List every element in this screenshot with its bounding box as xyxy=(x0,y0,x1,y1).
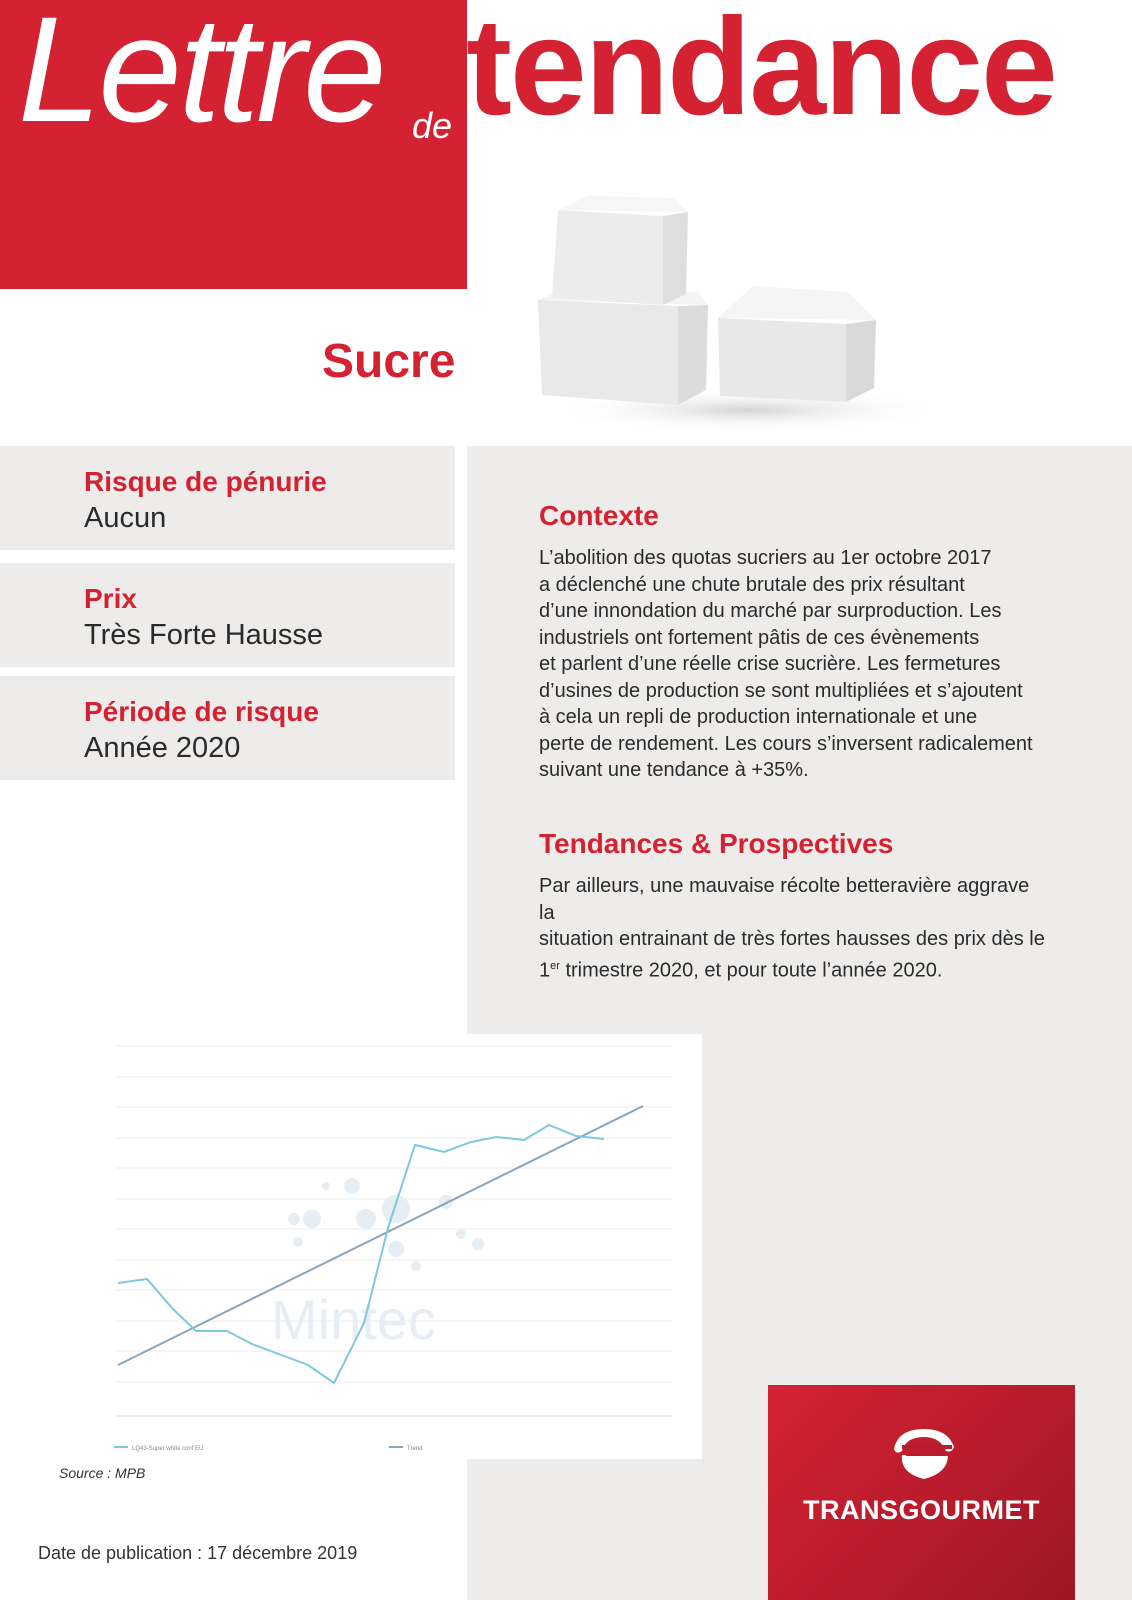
context-line: L’abolition des quotas sucriers au 1er octobre 2017 xyxy=(539,547,992,569)
context-line: industriels ont fortement pâtis de ces évènements xyxy=(539,626,980,649)
title-de: de xyxy=(412,105,453,146)
context-line: suivant une tendance à +35%. xyxy=(539,759,809,781)
trends-line3-pre: 1 xyxy=(539,959,551,982)
chart-legend-series: LQ43-Super white conf EU xyxy=(132,1446,204,1452)
chart-legend-trend: Trend xyxy=(407,1446,423,1452)
title-tendance: tendance xyxy=(466,0,1056,144)
context-line: perte de rendement. Les cours s’inversent radicalement xyxy=(539,732,1033,755)
info-box-risk-period xyxy=(0,676,455,780)
context-title: Contexte xyxy=(539,500,659,531)
context-line: d’une innondation du marché par surproduction. Les xyxy=(539,600,1002,622)
trends-line3-sup: er xyxy=(550,959,560,972)
trends-line3-post: trimestre 2020, et pour toute l’année 2020. xyxy=(559,959,943,982)
price-chart-svg xyxy=(66,1034,702,1459)
logo-text: TRANSGOURMET xyxy=(803,1495,1040,1525)
context-line: à cela un repli de production internationale et une xyxy=(539,706,978,728)
trends-line: situation entrainant de très fortes hausses des prix dès le xyxy=(539,928,1045,950)
context-line: a déclenché une chute brutale des prix résultant xyxy=(539,573,965,596)
price-chart xyxy=(66,1034,702,1459)
shortage-value: Aucun xyxy=(84,502,167,534)
trends-line: Par ailleurs, une mauvaise récolte betteravière aggrave la xyxy=(539,875,1030,924)
chart-watermark: Mintec xyxy=(271,1288,436,1351)
cloche-icon xyxy=(888,1425,960,1485)
publication-date: Date de publication : 17 décembre 2019 xyxy=(38,1543,358,1563)
transgourmet-logo xyxy=(768,1385,1075,1600)
context-text xyxy=(539,545,1049,784)
trends-line xyxy=(539,953,1049,984)
price-value: Très Forte Hausse xyxy=(84,619,324,651)
context-line: et parlent d’une réelle crise sucrière. Les fermetures xyxy=(539,653,1001,675)
info-box-price xyxy=(0,563,455,667)
sugar-cubes-image xyxy=(528,190,938,440)
price-label: Prix xyxy=(84,583,137,614)
chart-watermark-dots xyxy=(288,1178,484,1271)
shortage-label: Risque de pénurie xyxy=(84,466,327,497)
context-line: d’usines de production se sont multipliées et s’ajoutent xyxy=(539,679,1023,702)
title-lettre: Lettre xyxy=(18,0,384,153)
risk-period-label: Période de risque xyxy=(84,696,319,727)
chart-legend xyxy=(114,1446,422,1452)
product-name: Sucre xyxy=(322,335,456,388)
trends-text xyxy=(539,873,1049,984)
chart-gridlines xyxy=(116,1046,672,1416)
chart-source: Source : MPB xyxy=(59,1465,146,1481)
info-box-shortage xyxy=(0,446,455,550)
trends-title: Tendances & Prospectives xyxy=(539,828,894,859)
risk-period-value: Année 2020 xyxy=(84,732,241,764)
